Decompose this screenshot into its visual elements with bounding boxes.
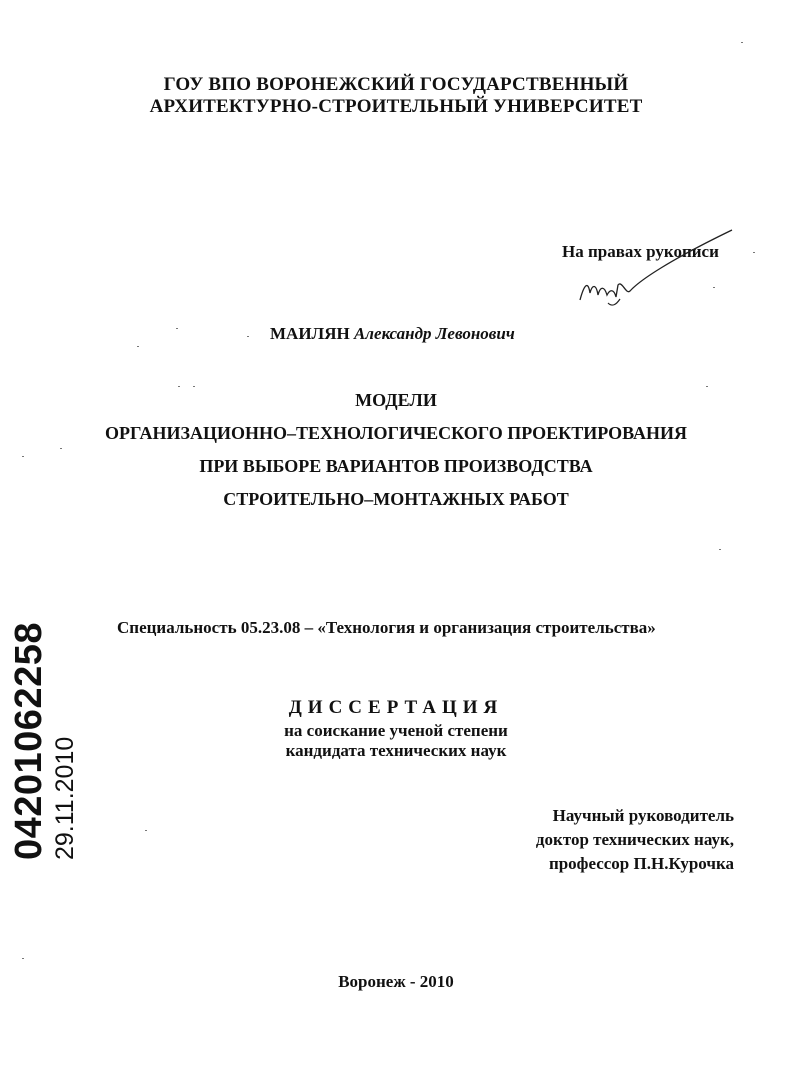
scan-speck <box>247 336 249 337</box>
scan-speck <box>145 830 147 831</box>
supervisor-line-2: доктор технических наук, <box>535 830 734 849</box>
library-stamp-number: 04201062258 <box>8 622 50 860</box>
supervisor-line-1: Научный руководитель <box>552 806 734 825</box>
title-line-2: ОРГАНИЗАЦИОННО–ТЕХНОЛОГИЧЕСКОГО ПРОЕКТИРОВАНИЯ <box>104 423 688 443</box>
author-name <box>270 324 515 344</box>
city-year: Воронеж - 2010 <box>338 972 454 991</box>
title-line-1: МОДЕЛИ <box>355 390 437 410</box>
library-stamp <box>8 622 80 860</box>
scan-speck <box>60 448 62 449</box>
author-surname: МАИЛЯН <box>270 324 350 343</box>
scan-speck <box>741 42 743 43</box>
scan-speck <box>178 386 180 387</box>
dissertation-heading: ДИССЕРТАЦИЯ <box>288 697 504 718</box>
scan-speck <box>137 346 139 347</box>
scan-speck <box>176 328 178 329</box>
degree-line-1: на соискание ученой степени <box>284 721 508 740</box>
scan-speck <box>22 456 24 457</box>
scan-speck <box>22 958 24 959</box>
degree-line-2: кандидата технических наук <box>285 741 507 760</box>
scan-speck <box>753 252 755 253</box>
signature-image <box>570 225 740 315</box>
title-line-4: СТРОИТЕЛЬНО–МОНТАЖНЫХ РАБОТ <box>223 489 569 509</box>
author-given-names: Александр Левонович <box>353 324 515 343</box>
supervisor-line-3: профессор П.Н.Курочка <box>548 854 734 873</box>
scan-speck <box>706 386 708 387</box>
university-name-line1: ГОУ ВПО ВОРОНЕЖСКИЙ ГОСУДАРСТВЕННЫЙ <box>163 74 629 95</box>
university-name-line2: АРХИТЕКТУРНО-СТРОИТЕЛЬНЫЙ УНИВЕРСИТЕТ <box>149 96 643 117</box>
library-stamp-date: 29.11.2010 <box>51 736 79 860</box>
specialty: Специальность 05.23.08 – «Технология и организация строительства» <box>117 618 656 637</box>
dissertation-title <box>0 384 792 516</box>
manuscript-note: На правах рукописи <box>562 242 719 261</box>
scan-speck <box>719 549 721 550</box>
supervisor-block <box>536 804 734 876</box>
title-line-3: ПРИ ВЫБОРЕ ВАРИАНТОВ ПРОИЗВОДСТВА <box>199 456 593 476</box>
scan-speck <box>713 287 715 288</box>
scan-speck <box>193 386 195 387</box>
